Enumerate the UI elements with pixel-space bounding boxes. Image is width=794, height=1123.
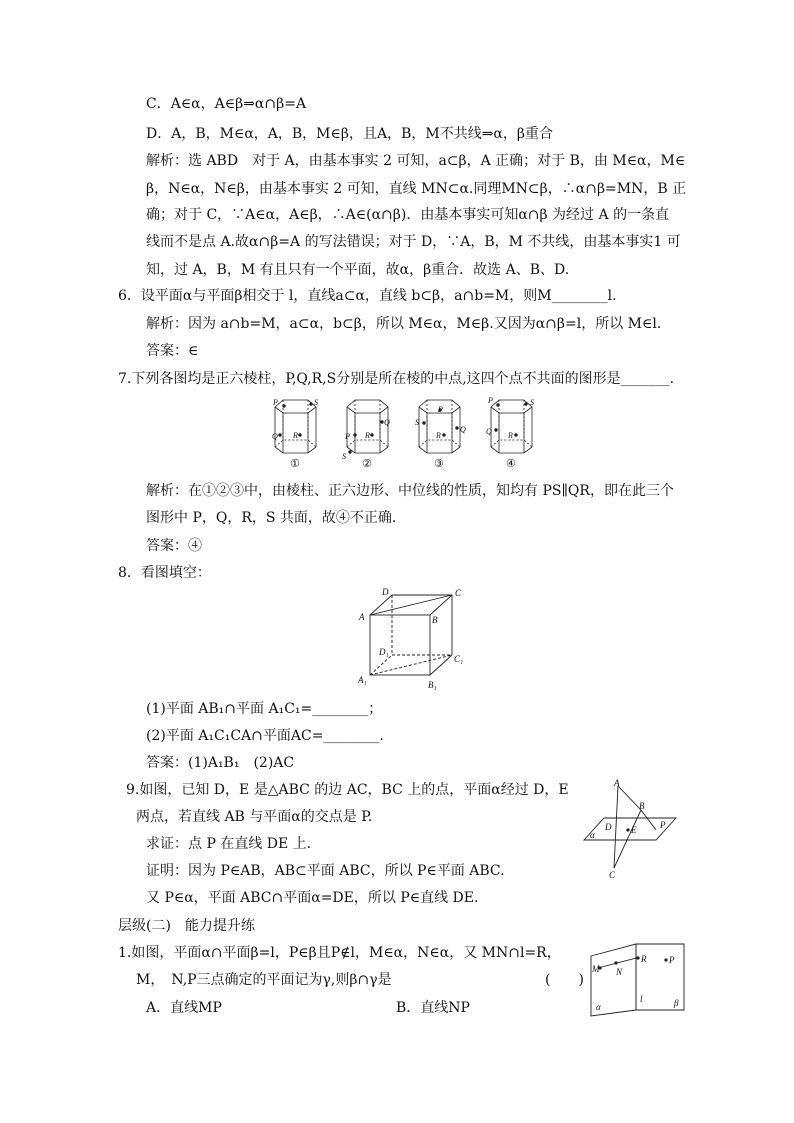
cube-label-c: C <box>455 588 462 598</box>
prism-2-label-r: R <box>365 431 370 440</box>
option-a: A．直线MP <box>146 1000 222 1016</box>
analysis-line: β，N∈α，N∈β，由基本事实 2 可知，直线 MN⊂α.同理MN⊂β，∴α∩β=MN，B 正 <box>146 181 687 197</box>
prism-4 <box>491 400 532 453</box>
planes-label-beta: β <box>674 998 679 1008</box>
prism-1 <box>275 400 316 453</box>
tri-label-p: P <box>660 820 666 830</box>
planes-label-m: M <box>592 964 600 974</box>
answer-line: 答案：∈ <box>146 343 199 359</box>
answer-bracket: ( ) <box>545 972 584 988</box>
prism-2 <box>347 400 388 453</box>
cube-label-d: D <box>382 587 389 597</box>
analysis-line: 线而不是点 A.故α∩β=A 的写法错误；对于 D，∵A，B，M 不共线，由基本事实1 可 <box>146 234 681 250</box>
prism-2-label-p: P <box>345 432 350 441</box>
prism-2-label-s: S <box>342 452 346 461</box>
tri-label-b: B <box>639 801 645 811</box>
question-1-line: M， N,P三点确定的平面记为γ,则β∩γ是 <box>136 972 392 988</box>
prism-2-label-q: Q <box>384 418 390 427</box>
prism-3-label-p: P <box>438 405 443 414</box>
analysis-line: 解析：选 ABD 对于 A，由基本事实 2 可知，a⊂β，A 正确；对于 B，由 M∈α，M∈ <box>146 153 686 169</box>
cube-label-a1: A₁ <box>358 675 367 685</box>
answer-line: 答案：(1)A₁B₁ (2)AC <box>146 755 295 771</box>
planes-label-n: N <box>616 967 623 977</box>
option-d: D．A，B，M∈α，A，B，M∈β，且A，B，M不共线⇒α，β重合 <box>146 126 553 142</box>
prism-3-label-s: S <box>415 418 419 427</box>
fill-blank-1: (1)平面 AB₁∩平面 A₁C₁=________； <box>146 701 383 717</box>
prism-3-label-r: R <box>436 431 441 440</box>
prism-1-number: ① <box>290 457 300 470</box>
proof-line: 又 P∈α，平面 ABC∩平面α=DE，所以 P∈直线 DE. <box>146 890 479 906</box>
tri-label-alpha: α <box>590 830 595 840</box>
cube-figure <box>352 585 472 695</box>
question-9-line: 两点，若直线 AB 与平面α的交点是 P. <box>136 809 373 825</box>
prism-1-label-p: P <box>273 398 278 407</box>
cube-label-d1: D₁ <box>379 647 389 657</box>
triangle-plane-figure <box>576 778 686 883</box>
planes-label-r: R <box>641 954 647 964</box>
question-8: 8．看图填空： <box>118 565 211 581</box>
prism-4-label-p: P <box>488 396 493 405</box>
question-6: 6．设平面α与平面β相交于 l，直线a⊂α，直线 b⊂β，a∩b=M，则M________l. <box>118 288 617 304</box>
prove-line: 求证：点 P 在直线 DE 上. <box>146 836 312 852</box>
section-heading: 层级(二) 能力提升练 <box>118 918 255 934</box>
question-7: 7.下列各图均是正六棱柱，P,Q,R,S分别是所在棱的中点,这四个点不共面的图形是_______. <box>118 371 675 387</box>
option-b: B．直线NP <box>396 1000 470 1016</box>
cube-label-b: B <box>432 615 438 625</box>
tri-label-d: D <box>605 822 612 832</box>
fill-blank-2: (2)平面 A₁C₁CA∩平面AC=________. <box>146 728 384 744</box>
question-9: 9.如图，已知 D，E 是△ABC 的边 AC，BC 上的点，平面α经过 D，E <box>126 782 569 798</box>
cube-label-b1: B₁ <box>428 680 437 690</box>
prism-1-label-r: R <box>293 431 298 440</box>
prism-3-number: ③ <box>434 457 444 470</box>
proof-line: 证明：因为 P∈AB，AB⊂平面 ABC，所以 P∈平面 ABC. <box>146 863 505 879</box>
tri-label-e: E <box>631 825 637 835</box>
answer-line: 答案：④ <box>146 538 202 554</box>
hexagonal-prisms-figure <box>270 395 540 475</box>
prism-1-label-q: Q <box>272 432 278 441</box>
prism-2-number: ② <box>362 457 372 470</box>
cube-label-c1: C₁ <box>454 654 464 664</box>
prism-4-label-r: R <box>508 431 513 440</box>
prism-3-label-q: Q <box>460 425 466 434</box>
prism-4-label-s: S <box>530 398 534 407</box>
planes-label-alpha: α <box>596 1002 601 1012</box>
prism-4-label-q: Q <box>486 427 492 436</box>
analysis-line: 解析：因为 a∩b=M，a⊂α，b⊂β，所以 M∈α，M∈β.又因为α∩β=l，所以 M∈l. <box>146 316 662 332</box>
tri-label-a: A <box>614 778 620 788</box>
analysis-line: 解析：在①②③中，由棱柱、正六边形、中位线的性质，知均有 PS∥QR，即在此三个 <box>146 483 674 499</box>
prism-4-number: ④ <box>506 457 516 470</box>
question-1: 1.如图，平面α∩平面β=l，P∈β且P∉l，M∈α，N∈α，又 MN∩l=R， <box>118 945 561 961</box>
planes-label-l: l <box>640 994 643 1004</box>
planes-label-p: P <box>669 955 675 965</box>
analysis-line: 图形中 P，Q，R，S 共面，故④不正确． <box>146 510 406 526</box>
cube-label-a: A <box>359 612 365 622</box>
analysis-line: 知，过 A，B，M 有且只有一个平面，故α，β重合．故选 A、B、D. <box>146 262 570 278</box>
option-c: C．A∈α，A∈β⇒α∩β=A <box>146 96 307 112</box>
prism-1-label-s: S <box>314 398 318 407</box>
analysis-line: 确；对于 C，∵A∈α，A∈β，∴A∈(α∩β)．由基本事实可知α∩β 为经过 A 的一条直 <box>146 207 670 223</box>
two-planes-figure <box>586 940 696 1018</box>
tri-label-c: C <box>609 870 616 880</box>
